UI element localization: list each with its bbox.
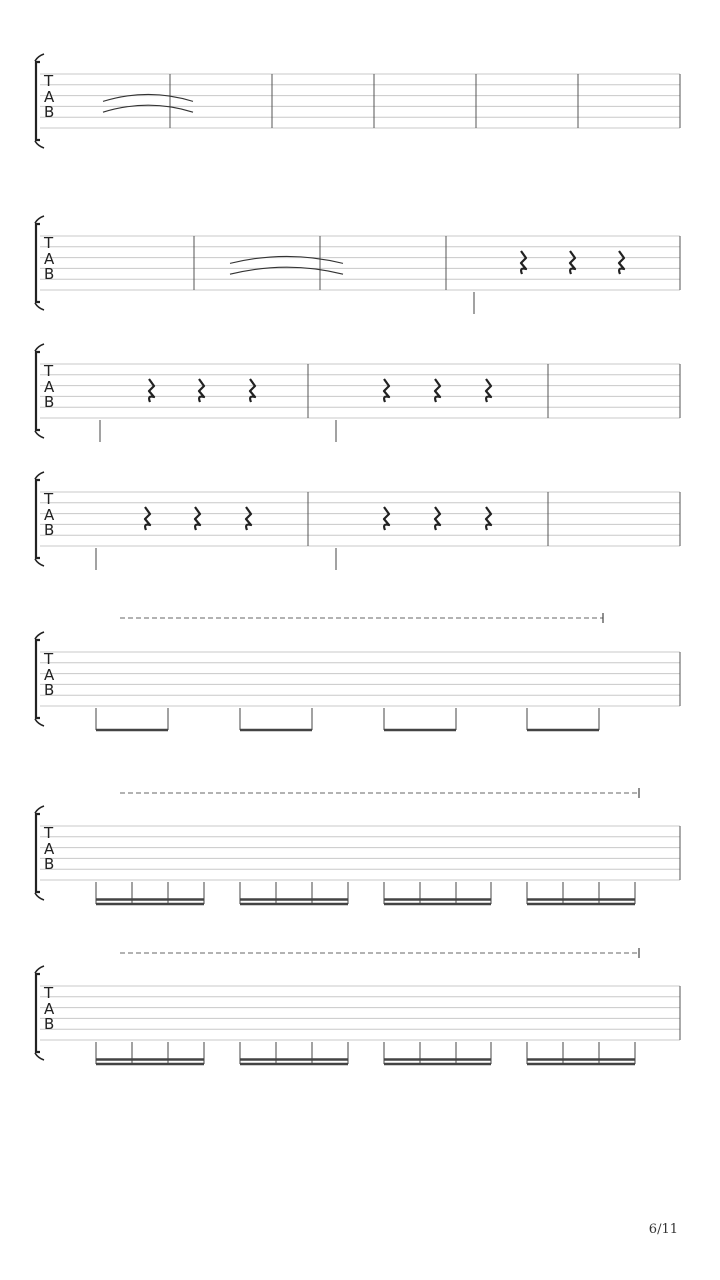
- tab-clef-letter: A: [44, 505, 55, 524]
- tab-clef-letter: A: [44, 665, 55, 684]
- tab-clef-letter: B: [44, 521, 55, 539]
- tab-clef-letter: T: [44, 650, 54, 668]
- tab-clef-letter: A: [44, 249, 55, 268]
- system-bracket: [36, 974, 40, 1052]
- tab-clef-letter: B: [44, 1015, 55, 1033]
- tab-clef-letter: B: [44, 681, 55, 699]
- page-number: 6/11: [648, 1222, 678, 1237]
- tab-clef-letter: B: [44, 393, 55, 411]
- tab-clef-letter: A: [44, 377, 55, 396]
- tab-clef-letter: T: [44, 362, 54, 380]
- tab-clef-letter: B: [44, 265, 55, 283]
- tab-clef-letter: A: [44, 839, 55, 858]
- tab-clef-letter: A: [44, 999, 55, 1018]
- tab-clef-letter: A: [44, 87, 55, 106]
- tab-clef-letter: T: [44, 824, 54, 842]
- tab-clef-letter: T: [44, 234, 54, 252]
- tab-clef-letter: T: [44, 72, 54, 90]
- tab-clef-letter: T: [44, 984, 54, 1002]
- tab-clef-letter: B: [44, 855, 55, 873]
- tab-clef-letter: T: [44, 490, 54, 508]
- tab-clef-letter: B: [44, 103, 55, 121]
